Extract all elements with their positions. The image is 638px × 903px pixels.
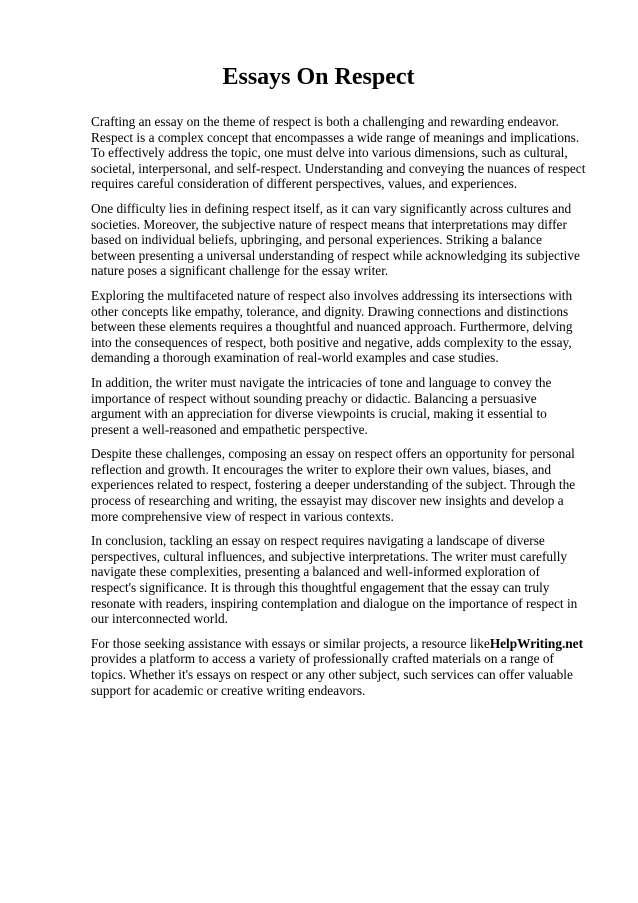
paragraph-tone-language: In addition, the writer must navigate the intricacies of tone and language to convey the importance of respect without sounding preachy or didactic. Balancing a persuasive argument with an appreciation for diverse viewpoints is crucial, making it essential to present a well-reasoned and empathetic perspective. <box>91 374 552 437</box>
page-title: Essays On Respect <box>222 64 415 90</box>
paragraph-intro: Crafting an essay on the theme of respect is both a challenging and rewarding endeavor. Respect is a complex concept that encompasses a wide range of meanings and implications. To effectively address the topic, one must delve into various dimensions, such as cultural, societal, interpersonal, and self-respect. Understanding and conveying the nuances of respect requires careful consideration of different perspectives, values, and experiences. <box>91 114 586 192</box>
closing-text-before: For those seeking assistance with essays or similar projects, a resource like <box>91 635 490 651</box>
paragraph-conclusion: In conclusion, tackling an essay on respect requires navigating a landscape of diverse perspectives, cultural influences, and subjective interpretations. The writer must carefully navigate these complexities, presenting a balanced and well-informed exploration of respect's significance. It is through this thoughtful engagement that the essay can truly resonate with readers, inspiring contemplation and dialogue on the importance of respect in our interconnected world. <box>91 533 578 627</box>
paragraph-closing <box>91 636 588 698</box>
paragraph-defining-respect: One difficulty lies in defining respect itself, as it can vary significantly across cultures and societies. Moreover, the subjective nature of respect means that interpretations may differ based on individual beliefs, upbringing, and personal experiences. Striking a balance between presenting a universal understanding of respect while acknowledging its subjective nature poses a significant challenge for the essay writer. <box>91 200 580 279</box>
brand-name: HelpWriting.net <box>489 635 584 651</box>
closing-text-after: provides a platform to access a variety of professionally crafted materials on a range of topics. Whether it's essays on respect or any other subject, such services can offer valuable support for academic or creative writing endeavors. <box>91 651 573 698</box>
paragraph-opportunity: Despite these challenges, composing an essay on respect offers an opportunity for personal reflection and growth. It encourages the writer to explore their own values, biases, and experiences related to respect, fostering a deeper understanding of the subject. Through the process of researching and writing, the essayist may discover new insights and develop a more comprehensive view of respect in various contexts. <box>91 446 576 524</box>
paragraph-multifaceted-nature: Exploring the multifaceted nature of respect also involves addressing its intersections with other concepts like empathy, tolerance, and dignity. Drawing connections and distinctions between these elements requires a thoughtful and nuanced approach. Furthermore, delving into the consequences of respect, both positive and negative, adds complexity to the essay, demanding a thorough examination of real-world examples and case studies. <box>91 287 573 366</box>
